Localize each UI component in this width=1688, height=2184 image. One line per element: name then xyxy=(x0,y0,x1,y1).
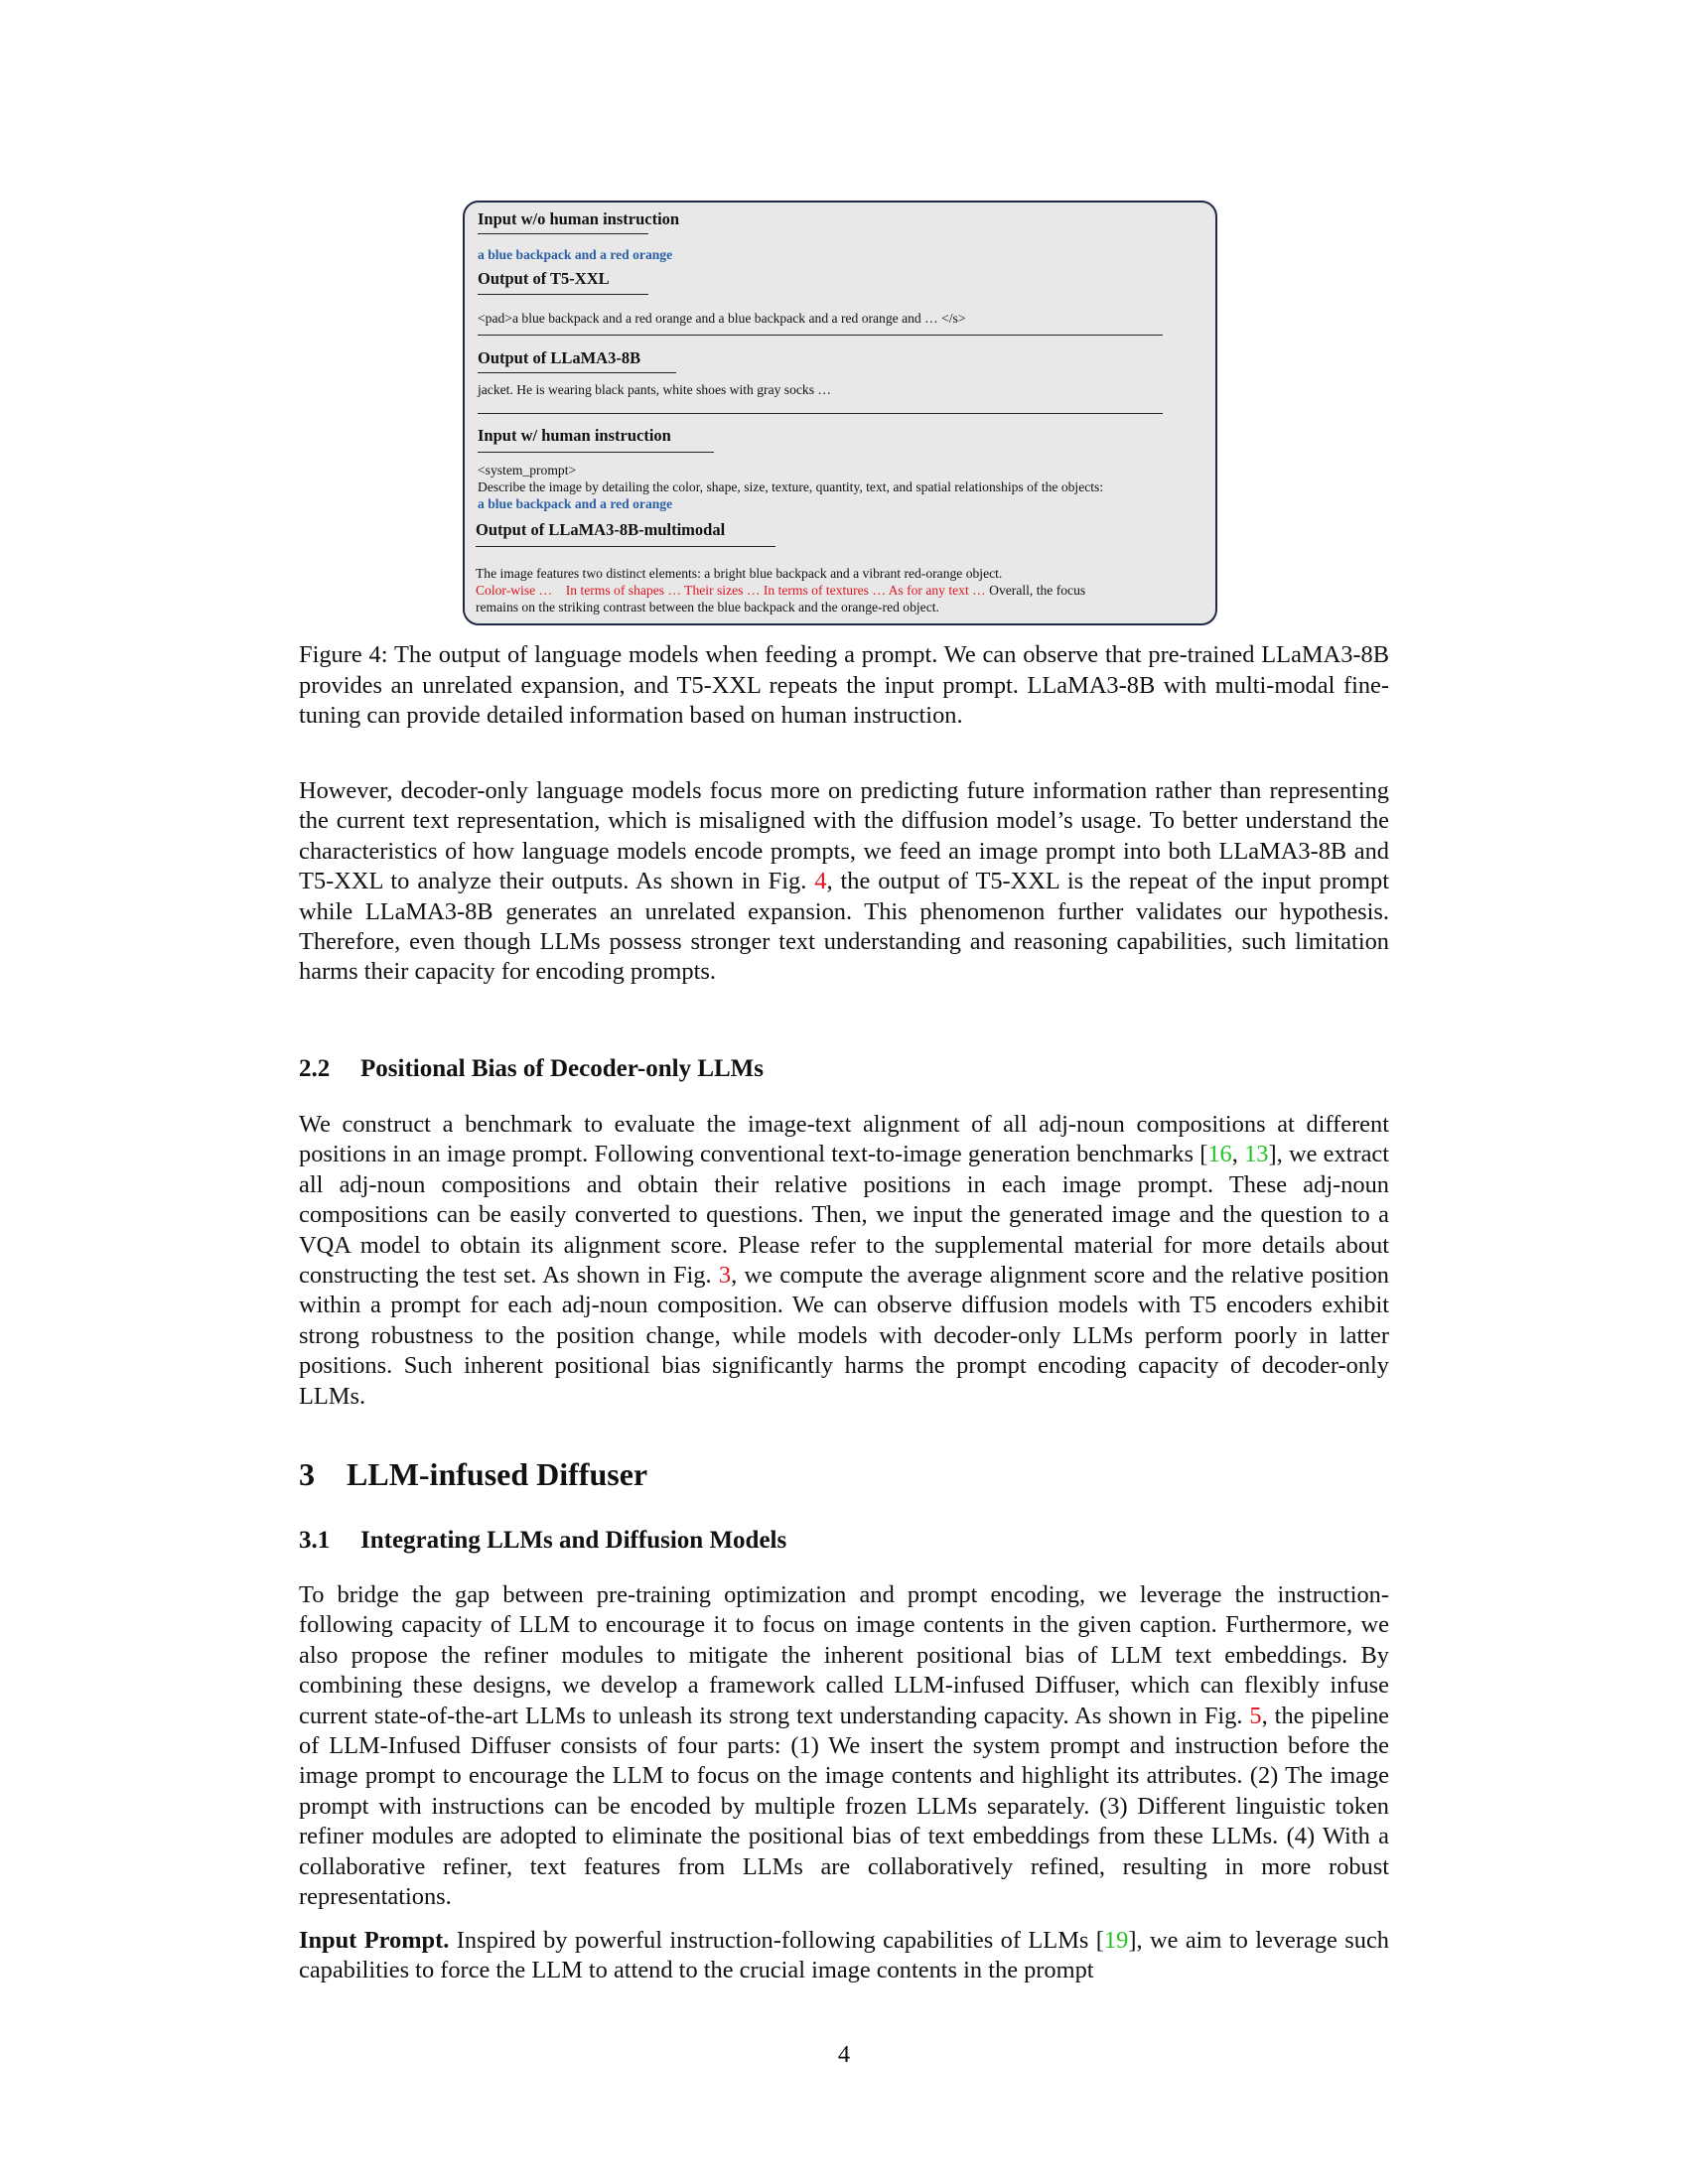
input-wo-prompt: a blue backpack and a red orange xyxy=(478,247,673,262)
section-2-2-heading xyxy=(299,1055,764,1083)
heading-underline xyxy=(478,294,648,295)
paragraph-text: , the pipeline of LLM-Infused Diffuser consists of four parts: (1) We insert the system prompt and instruction before the image prompt to encourage the LLM to focus on the image contents and highlight its attributes. (2) The image prompt with instructions can be encoded by multiple frozen LLMs separately. (3) Different linguistic token refiner modules are adopted to eliminate the positional bias of text embeddings from these LLMs. (4) With a collaborative refiner, text features from LLMs are collaboratively refined, resulting in more robust representations. xyxy=(299,1702,1389,1911)
figure-ref-link[interactable]: 4 xyxy=(814,868,827,895)
paragraph-text: However, decoder-only language models focus more on predicting future information rather than representing the current text representation, which is misaligned with the diffusion model’s usage. To better understand the characteristics of how language models encode prompts, we feed an image prompt into both LLaMA3-8B and T5-XXL to analyze their outputs. As shown in Fig. xyxy=(299,777,1389,895)
run-in-heading: Input Prompt. xyxy=(299,1927,450,1954)
paragraph-decoder-only xyxy=(299,776,1389,988)
paragraph-input-prompt xyxy=(299,1926,1389,1986)
figure-ref-link[interactable]: 5 xyxy=(1249,1702,1262,1729)
input-w-instruction-heading: Input w/ human instruction xyxy=(478,426,671,445)
section-title: Integrating LLMs and Diffusion Models xyxy=(360,1527,787,1554)
section-number: 3 xyxy=(299,1456,315,1492)
figure-4-caption: Figure 4: The output of language models when feeding a prompt. We can observe that pre-trained LLaMA3-8B provides an unrelated expansion, and T5-XXL repeats the input prompt. LLaMA3-8B with multi-modal fine-tuning can provide detailed information based on human instruction. xyxy=(299,641,1389,729)
section-3-1-heading xyxy=(299,1527,786,1555)
multimodal-output-line-2 xyxy=(476,582,1085,599)
figure-ref-link[interactable]: 3 xyxy=(718,1262,732,1290)
multimodal-output-heading: Output of LLaMA3-8B-multimodal xyxy=(476,520,726,539)
paragraph-text: ], we extract all adj-noun compositions and obtain their relative positions in each image prompt. These adj-noun compositions can be easily converted to questions. Then, we input the generated image and the question to a VQA model to obtain its alignment score. Please refer to the supplemental material for more details about constructing the test set. As shown in Fig. xyxy=(299,1141,1389,1290)
paragraph-text: To bridge the gap between pre-training optimization and prompt encoding, we leverage the instruction-following capacity of LLM to encourage it to focus on image contents in the given caption. Furthermore, we also propose the refiner modules to mitigate the inherent positional bias of LLM text embeddings. By combining these designs, we develop a framework called LLM-infused Diffuser, which can flexibly infuse current state-of-the-art LLMs to unleash its strong text understanding capacity. As shown in Fig. xyxy=(299,1581,1389,1729)
t5-output-text: <pad>a blue backpack and a red orange and a blue backpack and a red orange and … </s> xyxy=(478,311,966,326)
paragraph-text: We construct a benchmark to evaluate the image-text alignment of all adj-noun compositions at different positions in an image prompt. Following conventional text-to-image generation benchmarks [ xyxy=(299,1111,1389,1168)
multimodal-output-line-3: remains on the striking contrast between the blue backpack and the orange-red object. xyxy=(476,600,939,614)
citation-link[interactable]: 16 xyxy=(1207,1141,1232,1168)
heading-underline xyxy=(478,372,676,373)
heading-underline xyxy=(476,546,775,547)
section-divider xyxy=(478,335,1163,336)
llama-output-text: jacket. He is wearing black pants, white shoes with gray socks … xyxy=(478,382,831,397)
text-phrase: As for any text … xyxy=(888,583,986,598)
paragraph-text: ], we aim to leverage such capabilities to force the LLM to attend to the crucial image contents in the prompt xyxy=(299,1927,1389,1984)
figure-4-box xyxy=(463,201,1217,625)
paragraph-integrating-llms xyxy=(299,1580,1389,1912)
input-wo-instruction-heading: Input w/o human instruction xyxy=(478,209,680,228)
system-prompt-text: <system_prompt> xyxy=(478,463,577,478)
textures-phrase: In terms of textures … xyxy=(763,583,886,598)
paragraph-positional-bias xyxy=(299,1110,1389,1412)
section-title: LLM-infused Diffuser xyxy=(347,1456,648,1492)
t5-output-heading: Output of T5-XXL xyxy=(478,269,610,288)
paragraph-text: , the output of T5-XXL is the repeat of the input prompt while LLaMA3-8B generates an unrelated expansion. This phenomenon further validates our hypothesis. Therefore, even though LLMs possess stronger text understanding and reasoning capabilities, such limitation harms their capacity for encoding prompts. xyxy=(299,868,1389,986)
sizes-phrase: Their sizes … xyxy=(684,583,761,598)
multimodal-output-line-1: The image features two distinct elements: a bright blue backpack and a vibrant red-orange object. xyxy=(476,566,1003,581)
overall-phrase: Overall, the focus xyxy=(989,583,1086,598)
section-number: 3.1 xyxy=(299,1527,331,1554)
shapes-phrase: In terms of shapes … xyxy=(565,583,682,598)
instruction-text: Describe the image by detailing the color, shape, size, texture, quantity, text, and spatial relationships of the objects: xyxy=(478,479,1104,494)
heading-underline xyxy=(478,233,648,234)
heading-underline xyxy=(478,452,714,453)
citation-separator: , xyxy=(1231,1141,1245,1168)
color-wise-phrase: Color-wise … xyxy=(476,583,553,598)
paragraph-text: Inspired by powerful instruction-following capabilities of LLMs [ xyxy=(449,1927,1104,1954)
citation-link[interactable]: 19 xyxy=(1103,1927,1129,1954)
section-number: 2.2 xyxy=(299,1055,331,1082)
citation-link[interactable]: 13 xyxy=(1244,1141,1269,1168)
section-title: Positional Bias of Decoder-only LLMs xyxy=(360,1055,765,1082)
section-divider xyxy=(478,413,1163,414)
page-number: 4 xyxy=(837,2041,851,2068)
section-3-heading xyxy=(299,1456,647,1493)
llama-output-heading: Output of LLaMA3-8B xyxy=(478,348,641,367)
input-w-prompt: a blue backpack and a red orange xyxy=(478,496,673,511)
paragraph-text: , we compute the average alignment score and the relative position within a prompt for each adj-noun composition. We can observe diffusion models with T5 encoders exhibit strong robustness to the position change, while models with decoder-only LLMs perform poorly in latter positions. Such inherent positional bias significantly harms the prompt encoding capacity of decoder-only LLMs. xyxy=(299,1262,1389,1410)
